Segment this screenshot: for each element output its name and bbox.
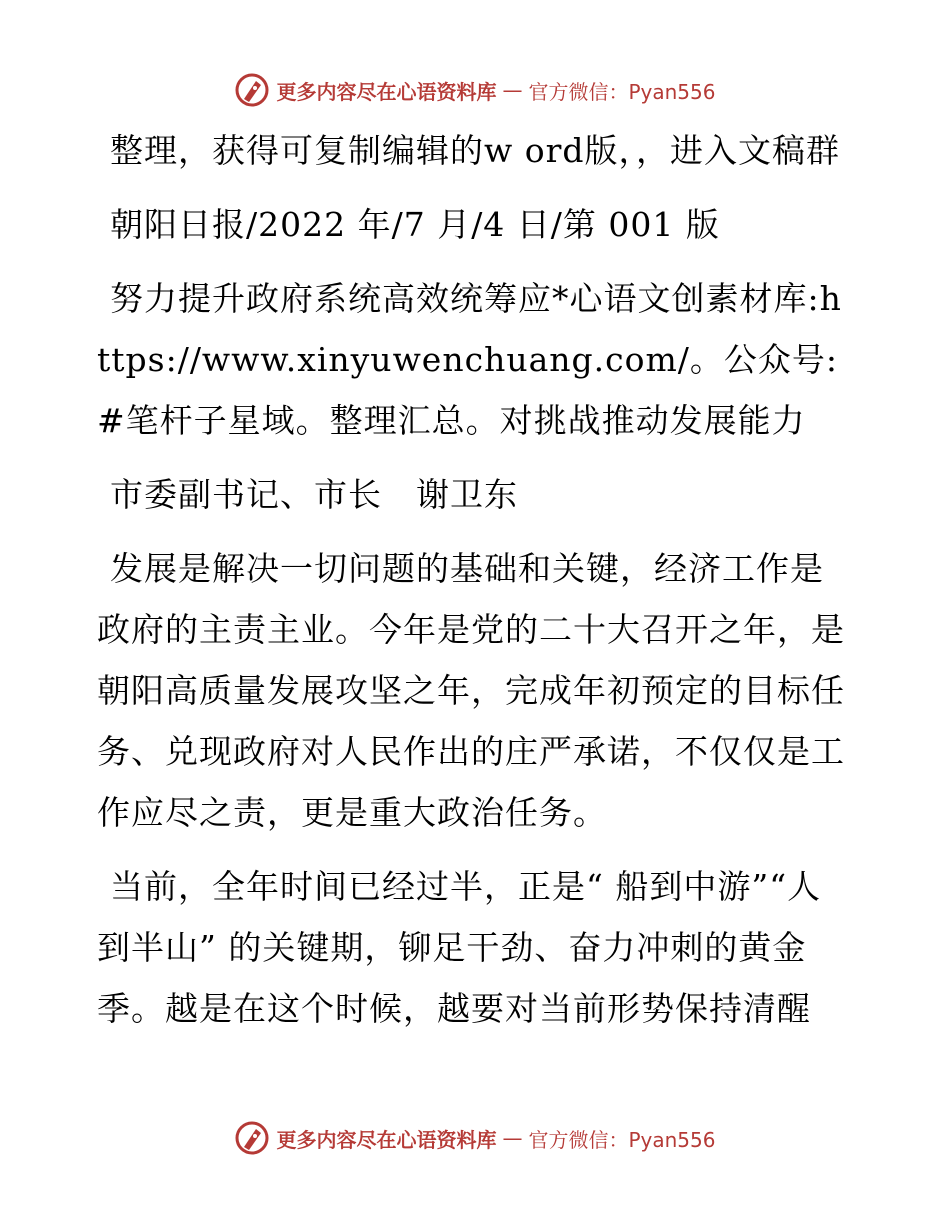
paragraph-author: 市委副书记、市长 谢卫东 [110,475,518,514]
header-banner-text: 更多内容尽在心语资料库 [276,79,497,104]
paragraph-body-1: 发展是解决一切问题的基础和关键，经济工作是政府的主责主业。今年是党的二十大召开之年，是朝阳高质量发展攻坚之年，完成年初预定的目标任务、兑现政府对人民作出的庄严承诺，不仅仅是工作应尽之责，更是重大政治任务。 [97,549,845,832]
footer-wechat-text: 官方微信：Pyan556 [528,1127,716,1152]
footer-banner [0,1116,950,1160]
paragraph-intro: 整理，获得可复制编辑的w ord版，，进入文稿群 [110,131,841,170]
header-wechat-text: 官方微信：Pyan556 [528,79,716,104]
header-banner [0,68,950,112]
footer-banner-dash: — [502,1126,523,1150]
paragraph-source: 朝阳日报/2022 年/7 月/4 日/第 001 版 [110,205,720,244]
footer-banner-text: 更多内容尽在心语资料库 [276,1127,497,1152]
pen-nib-logo-icon [234,1120,270,1156]
header-banner-dash: — [502,78,523,102]
paragraph-body-2: 当前，全年时间已经过半，正是“ 船到中游”“人到半山” 的关键期，铆足干劲、奋力冲刺的黄金季。越是在这个时候，越要对当前形势保持清醒 [97,867,822,1028]
pen-nib-logo-icon [234,72,270,108]
paragraph-title: 努力提升政府系统高效统筹应*心语文创素材库:https://www.xinyuwenchuang.com/。公众号: #笔杆子星域。整理汇总。对挑战推动发展能力 [97,279,842,440]
document-body [97,120,853,1052]
